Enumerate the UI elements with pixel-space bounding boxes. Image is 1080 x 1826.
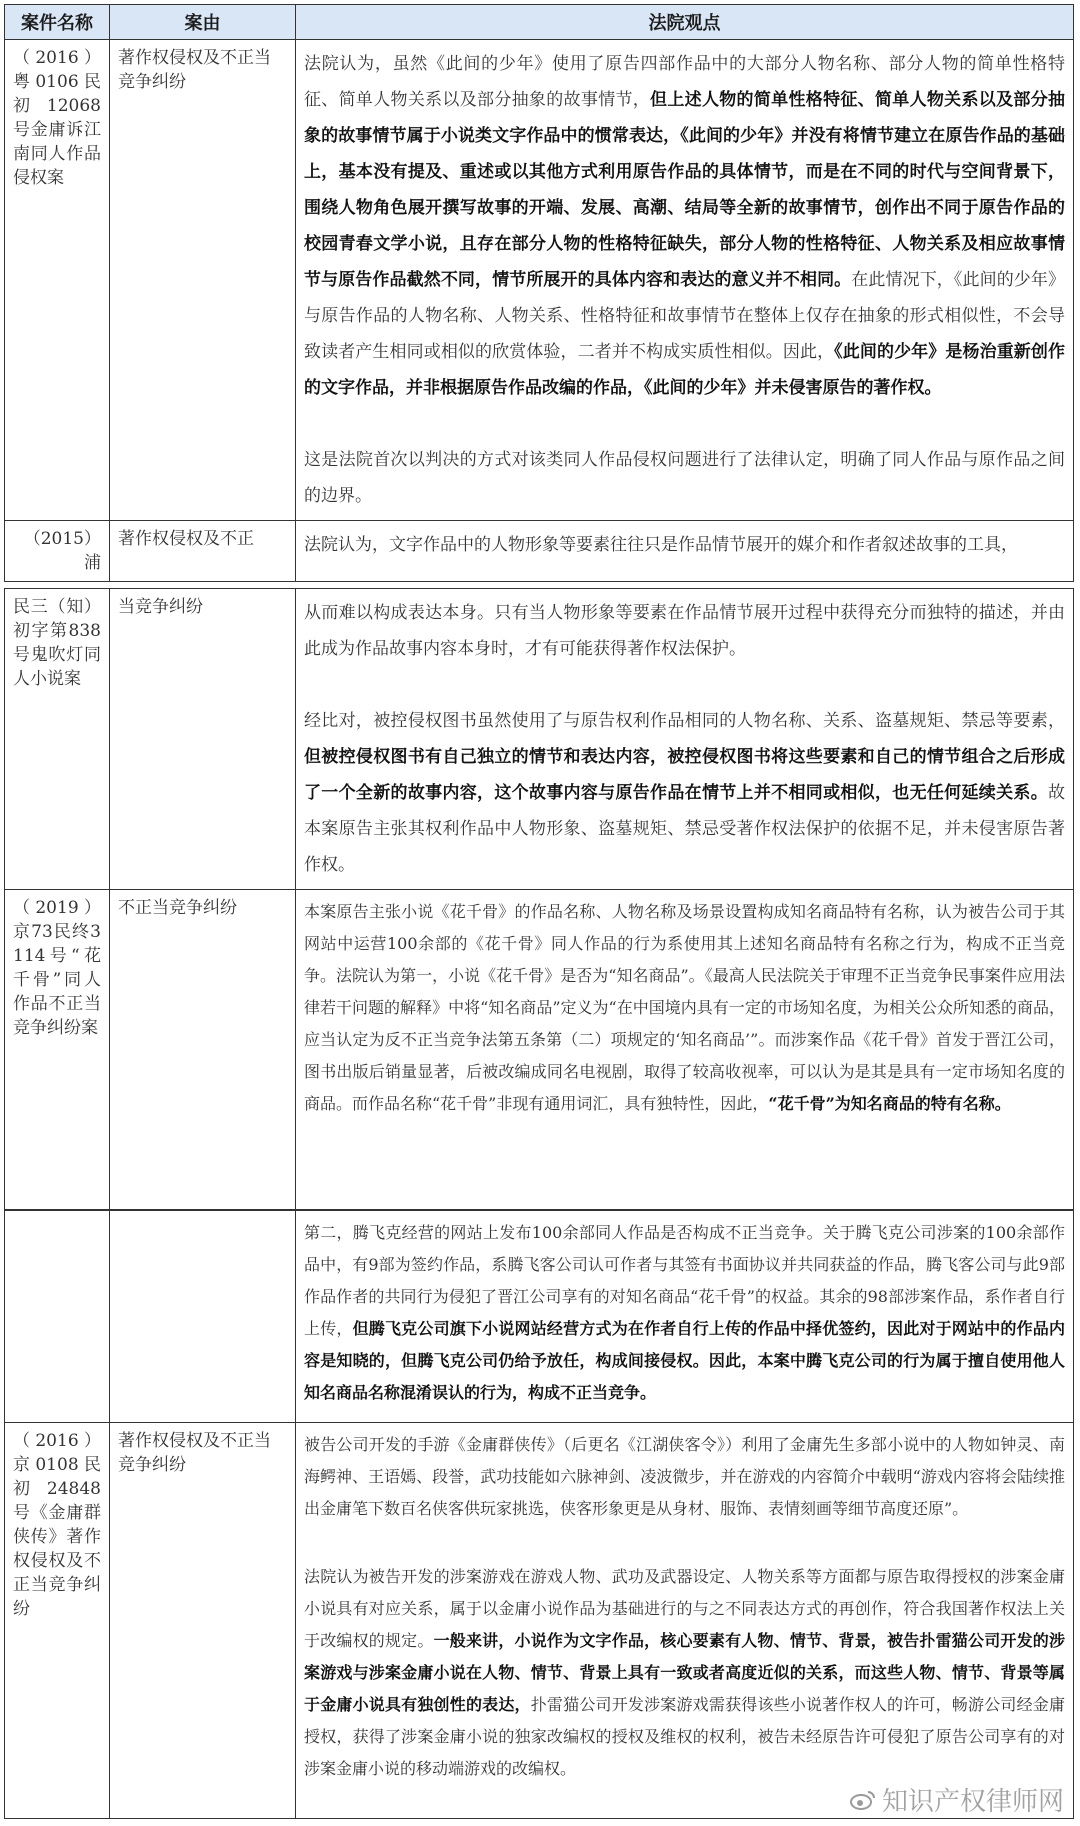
watermark-text: 知识产权律师网 <box>881 1787 1064 1817</box>
case-name-cell: （2016）粤0106民初12068号金庸诉江南同人作品侵权案 <box>5 40 110 521</box>
table-block-2 <box>4 588 1074 1210</box>
opinion-bold-text: 但腾飞克公司旗下小说网站经营方式为在作者自行上传的作品中择优签约，因此对于网站中的作品内容是知晓的，但腾飞克公司仍给予放任，构成间接侵权。因此，本案中腾飞克公司的行为属于擅自使用他人知名商品名称混淆误认的行为，构成不正当竞争。 <box>304 1319 1065 1402</box>
court-opinion-cell <box>296 40 1074 521</box>
case-table-part-3 <box>4 1210 1074 1819</box>
opinion-paragraph: 被告公司开发的手游《金庸群侠传》（后更名《江湖侠客令》）利用了金庸先生多部小说中的人物如钟灵、南海鳄神、王语嫣、段誉，武功技能如六脉神剑、凌波微步，并在游戏的内容简介中载明“游戏内容将会陆续推出金庸笔下数百名侠客供玩家挑选，侠客形象更是从身材、服饰、表情刻画等细节高度还原”。 <box>304 1435 1065 1518</box>
opinion-text: 在此情况下，《此间的少年》与原告作品的人物名称、人物关系、性格特征和故事情节在整体上仅存在抽象的形式相似性，不会导致读者产生相同或相似的欣赏体验，二者并不构成实质性相似。因此， <box>304 270 1066 362</box>
court-opinion-cell <box>296 1423 1074 1819</box>
watermark <box>850 1781 1064 1818</box>
opinion-bold-text: 一般来讲，小说作为文字作品，核心要素有人物、情节、背景，被告扑雷猫公司开发的涉案游戏与涉案金庸小说在人物、情节、背景上具有一致或者高度近似的关系，而这些人物、情节、背景等属于金庸小说具有独创性的表达， <box>304 1631 1065 1714</box>
header-opinion: 法院观点 <box>296 5 1074 40</box>
opinion-paragraph: 从而难以构成表达本身。只有当人物形象等要素在作品情节展开过程中获得充分而独特的描述，并由此成为作品故事内容本身时，才有可能获得著作权法保护。 <box>304 603 1065 659</box>
weibo-icon <box>850 1789 876 1811</box>
case-cause-cell <box>110 1211 296 1423</box>
case-cause-cell: 著作权侵权及不正 <box>110 521 296 582</box>
table-row <box>5 521 1074 582</box>
opinion-bold-text: “花千骨”为知名商品的特有名称。 <box>768 1094 1011 1113</box>
court-opinion-cell: 法院认为，文字作品中的人物形象等要素往往只是作品情节展开的媒介和作者叙述故事的工具， <box>296 521 1074 582</box>
case-cause-cell: 不正当竞争纠纷 <box>110 890 296 1210</box>
case-name-cell: （2019）京73民终3114号“花千骨”同人作品不正当竞争纠纷案 <box>5 890 110 1210</box>
table-row <box>5 1211 1074 1423</box>
opinion-text: 本案原告主张小说《花千骨》的作品名称、人物名称及场景设置构成知名商品特有名称，认为被告公司于其网站中运营100余部的《花千骨》同人作品的行为系使用其上述知名商品特有名称之行为，构成不正当竞争。法院认为第一，小说《花千骨》是否为“知名商品”。《最高人民法院关于审理不正当竞争民事案件应用法律若干问题的解释》中将“知名商品”定义为“在中国境内具有一定的市场知名度，为相关公众所知悉的商品，应当认定为反不正当竞争法第五条第（二）项规定的‘知名商品’”。而涉案作品《花千骨》首发于晋江公司，图书出版后销量显著，后被改编成同名电视剧，取得了较高收视率，可以认为是其是具有一定市场知名度的商品。而作品名称“花千骨”非现有通用词汇，具有独特性，因此， <box>304 902 1065 1113</box>
case-name-cell: 民三（知）初字第838号鬼吹灯同人小说案 <box>5 589 110 890</box>
opinion-text: 扑雷猫公司开发涉案游戏需获得该些小说著作权人的许可，畅游公司经金庸授权，获得了涉案金庸小说的独家改编权的授权及维权的权利，被告未经原告许可侵犯了原告公司享有的对涉案金庸小说的移动端游戏的改编权。 <box>304 1695 1065 1778</box>
header-case-name: 案件名称 <box>5 5 110 40</box>
table-row <box>5 890 1074 1210</box>
court-opinion-cell <box>296 1211 1074 1423</box>
case-name-cell: （2016）京0108民初24848号《金庸群侠传》著作权侵权及不正当竞争纠纷 <box>5 1423 110 1819</box>
case-table-part-1 <box>4 4 1074 582</box>
case-cause-cell: 著作权侵权及不正当竞争纠纷 <box>110 40 296 521</box>
case-cause-cell: 著作权侵权及不正当竞争纠纷 <box>110 1423 296 1819</box>
opinion-bold-text: 《此间的少年》是杨治重新创作的文字作品，并非根据原告作品改编的作品，《此间的少年》并未侵害原告的著作权。 <box>304 342 1066 398</box>
opinion-text: 第二，腾飞克经营的网站上发布100余部同人作品是否构成不正当竞争。关于腾飞克公司涉案的100余部作品中，有9部为签约作品，系腾飞客公司认可作者与其签有书面协议并共同获益的作品，腾飞客公司与此9部作品作者的共同行为侵犯了晋江公司享有的对知名商品“花千骨”的权益。其余的98部涉案作品，系作者自行上传， <box>304 1223 1065 1338</box>
opinion-text: 法院认为，虽然《此间的少年》使用了原告四部作品中的大部分人物名称、部分人物的简单性格特征、简单人物关系以及部分抽象的故事情节， <box>304 54 1065 110</box>
court-opinion-cell <box>296 589 1074 890</box>
table-row <box>5 40 1074 521</box>
court-opinion-cell <box>296 890 1074 1210</box>
opinion-paragraph <box>304 1561 1065 1785</box>
case-name-cell <box>5 1211 110 1423</box>
opinion-bold-text: 但被控侵权图书有自己独立的情节和表达内容，被控侵权图书将这些要素和自己的情节组合之后形成了一个全新的故事内容，这个故事内容与原告作品在情节上并不相同或相似，也无任何延续关系。 <box>304 747 1065 803</box>
table-header-row <box>5 5 1074 40</box>
opinion-paragraph <box>304 46 1065 406</box>
opinion-text: 法院认为被告开发的涉案游戏在游戏人物、武功及武器设定、人物关系等方面都与原告取得授权的涉案金庸小说具有对应关系，属于以金庸小说作品为基础进行的与之不同表达方式的再创作，符合我国著作权法上关于改编权的规定。 <box>304 1567 1065 1650</box>
case-cause-cell: 当竞争纠纷 <box>110 589 296 890</box>
opinion-paragraph: 这是法院首次以判决的方式对该类同人作品侵权问题进行了法律认定，明确了同人作品与原作品之间的边界。 <box>304 450 1065 506</box>
header-cause: 案由 <box>110 5 296 40</box>
opinion-paragraph <box>304 1217 1065 1409</box>
case-table-part-2 <box>4 588 1074 1210</box>
opinion-paragraph <box>304 896 1065 1120</box>
table-block-3 <box>4 1210 1074 1819</box>
case-name-cell: （2015）浦 <box>5 521 110 582</box>
table-row <box>5 589 1074 890</box>
table-row <box>5 1423 1074 1819</box>
opinion-bold-text: 但上述人物的简单性格特征、简单人物关系以及部分抽象的故事情节属于小说类文字作品中的惯常表达，《此间的少年》并没有将情节建立在原告作品的基础上，基本没有提及、重述或以其他方式利用原告作品的具体情节，而是在不同的时代与空间背景下，围绕人物角色展开撰写故事的开端、发展、高潮、结局等全新的故事情节，创作出不同于原告作品的校园青春文学小说，且存在部分人物的性格特征缺失，部分人物的性格特征、人物关系及相应故事情节与原告作品截然不同，情节所展开的具体内容和表达的意义并不相同。 <box>304 90 1065 290</box>
table-block-1 <box>4 4 1074 582</box>
opinion-text: 故本案原告主张其权利作品中人物形象、盗墓规矩、禁忌受著作权法保护的依据不足，并未侵害原告著作权。 <box>304 783 1065 875</box>
opinion-text: 经比对，被控侵权图书虽然使用了与原告权利作品相同的人物名称、关系、盗墓规矩、禁忌等要素， <box>304 711 1065 731</box>
opinion-paragraph <box>304 703 1065 883</box>
